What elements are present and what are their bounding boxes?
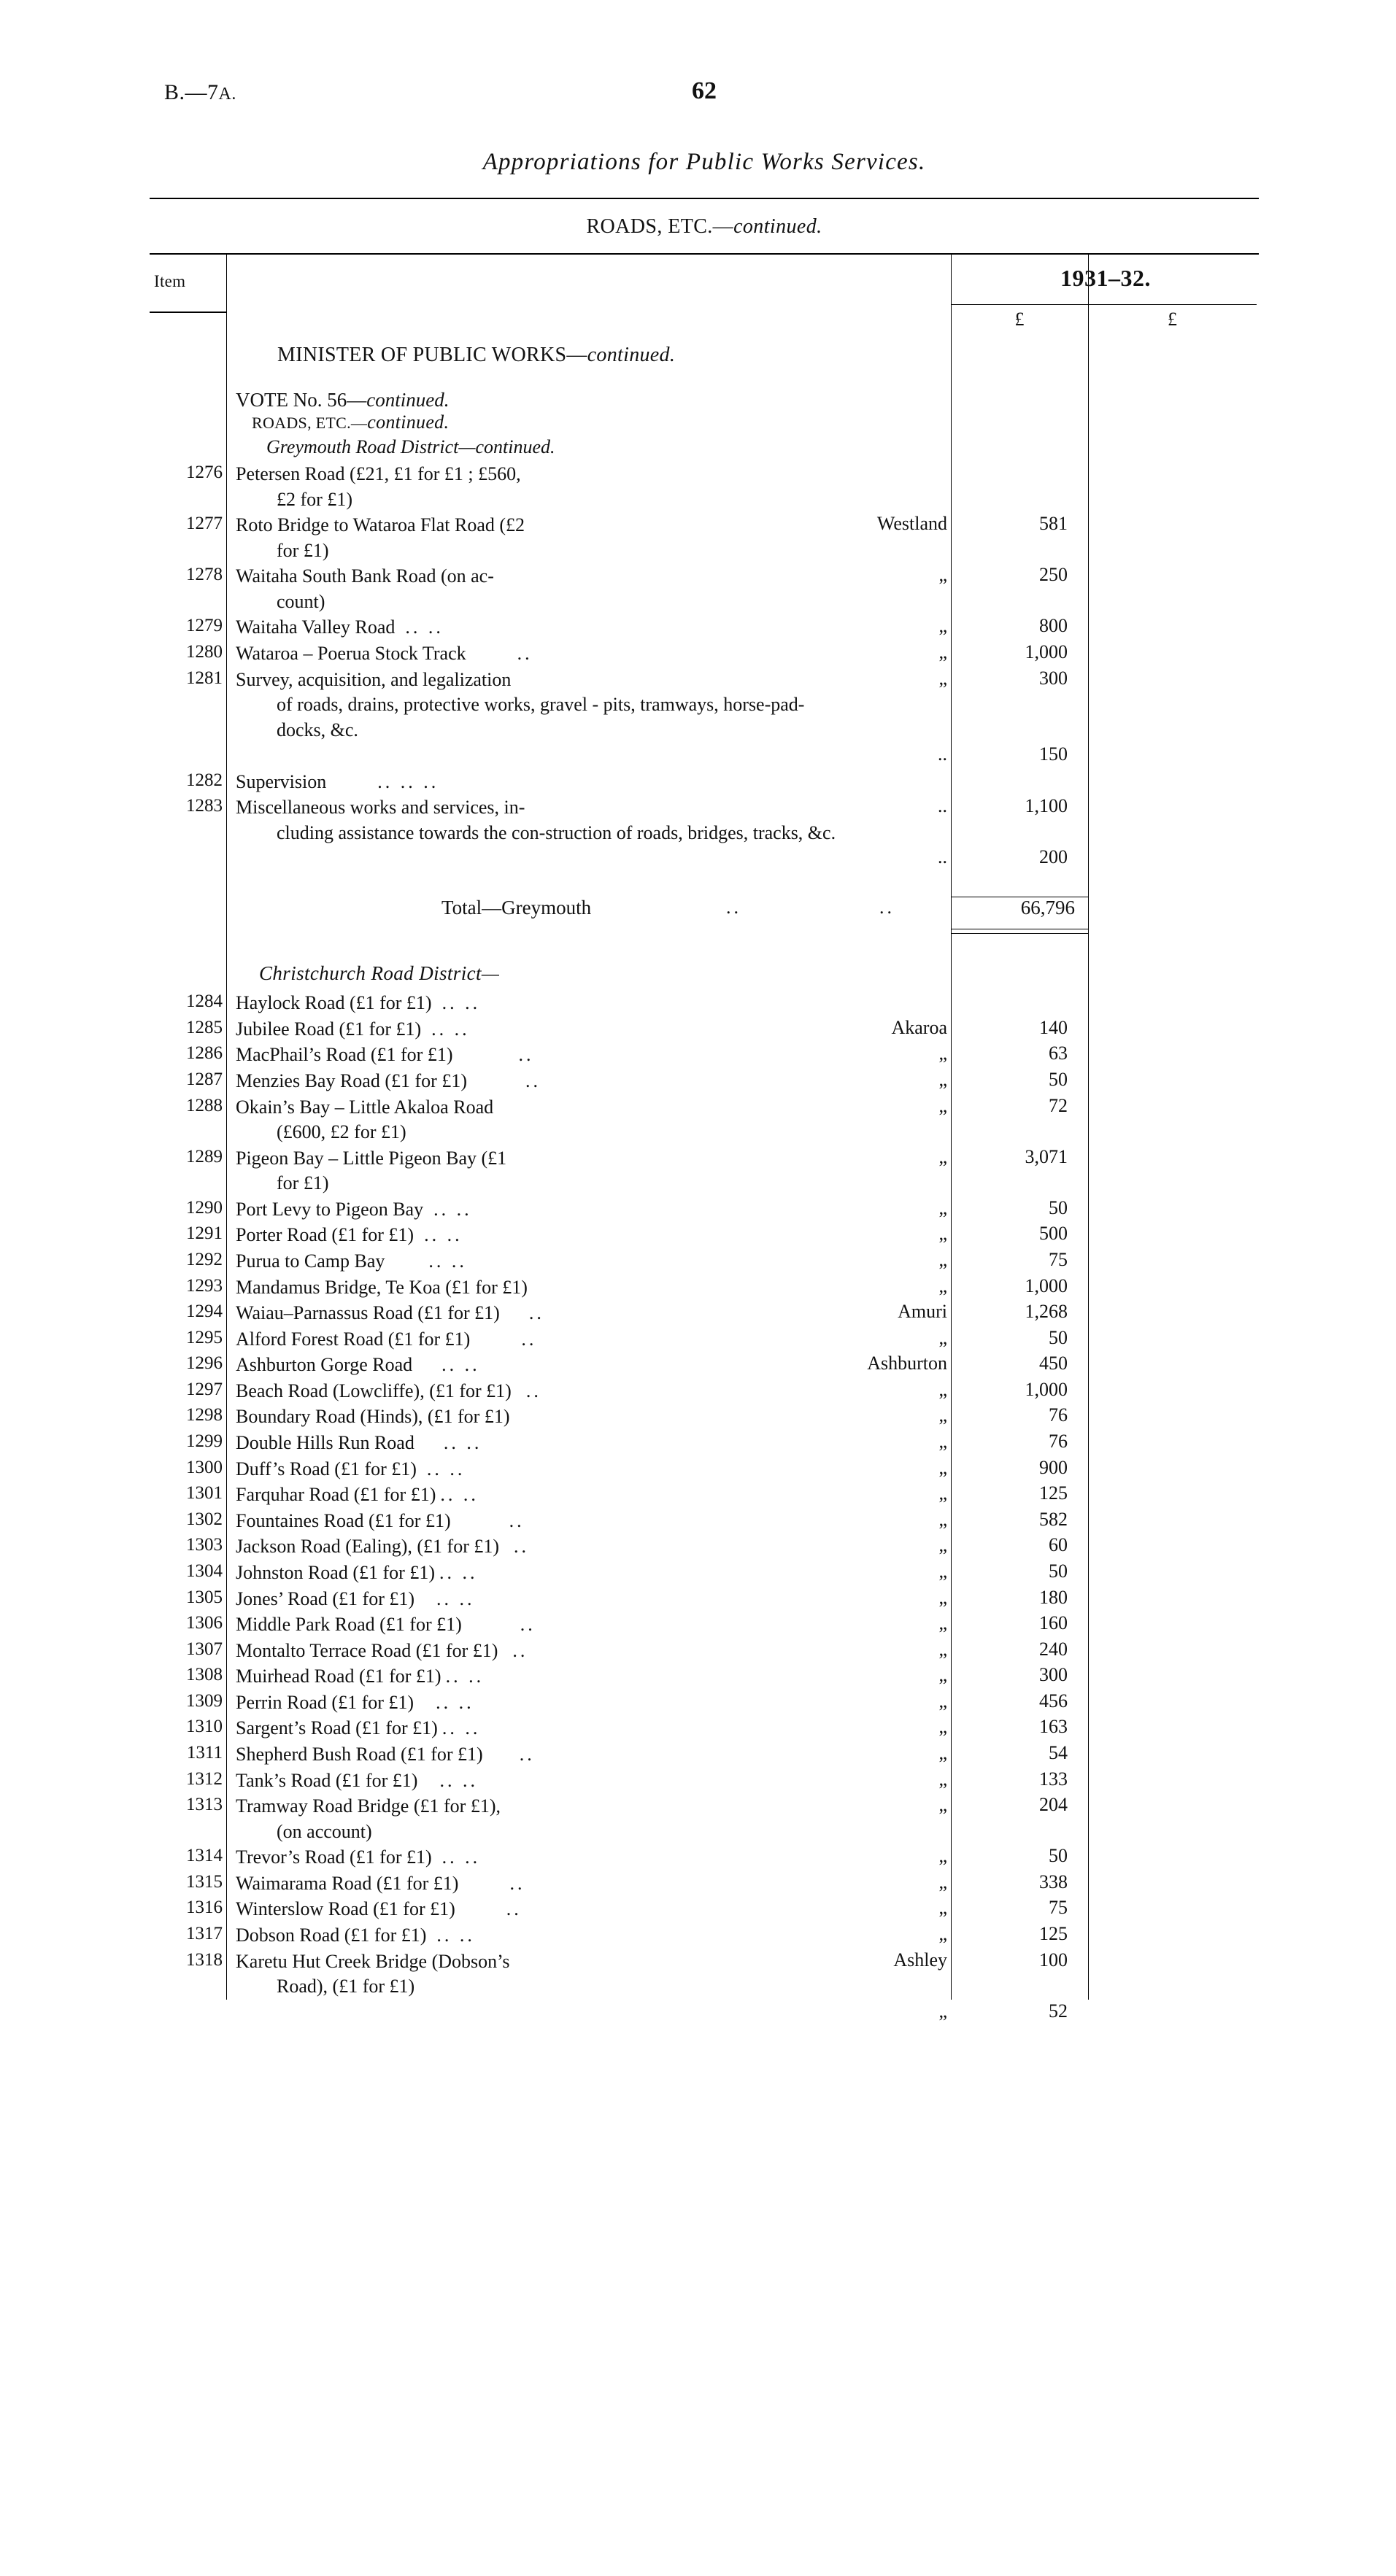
row-leader-dots: .. .. [441, 1354, 480, 1376]
row-item-number: 1300 [186, 1457, 223, 1477]
row-description-line2: £2 for £1) [277, 488, 352, 510]
row-district: „ [938, 1145, 947, 1167]
row-description-line1: MacPhail’s Road (£1 for £1) [236, 1044, 453, 1066]
row-amount: 72 [1049, 1094, 1068, 1116]
row-item-number: 1290 [186, 1197, 223, 1218]
row-item-number: 1294 [186, 1301, 223, 1322]
row-description-line1: Jackson Road (Ealing), (£1 for £1) [236, 1536, 500, 1558]
row-amount: 204 [1039, 1794, 1068, 1816]
row-leader-dots: .. .. [436, 1925, 475, 1946]
row-district: .. [938, 743, 947, 765]
row-description-line1: Jones’ Road (£1 for £1) [236, 1587, 415, 1609]
row-leader-dots: .. [509, 1509, 525, 1531]
row-description [236, 1741, 849, 1768]
row-description-line1: Supervision [236, 770, 327, 792]
row-item-number: 1285 [186, 1017, 223, 1037]
row-description [236, 1844, 849, 1871]
row-item-number: 1305 [186, 1587, 223, 1607]
row-leader-dots: .. .. [431, 1018, 470, 1040]
row-item-number: 1283 [186, 796, 223, 816]
row-district: „ [938, 615, 947, 637]
row-amount: 140 [1039, 1016, 1068, 1038]
row-item-number: 1281 [186, 668, 223, 688]
row-amount: 1,000 [1025, 1275, 1068, 1296]
row-district: „ [938, 1612, 947, 1634]
row-amount: 160 [1039, 1612, 1068, 1634]
row-amount: 250 [1039, 564, 1068, 586]
row-description [236, 1016, 849, 1043]
row-description-line1: Johnston Road (£1 for £1) [236, 1561, 435, 1583]
row-amount: 50 [1049, 1560, 1068, 1582]
heading-district-christchurch [150, 962, 1259, 990]
row-description-line1: Purua to Camp Bay [236, 1250, 385, 1272]
row-description-line2: of roads, drains, protective works, gravel - pits, tramways, horse-pad-docks, &c. [277, 694, 805, 740]
row-leader-dots: .. .. [436, 1587, 475, 1609]
row-district: „ [938, 1794, 947, 1816]
row-description-line2: Road), (£1 for £1) [277, 1976, 415, 1997]
row-district: „ [938, 1068, 947, 1090]
row-amount: 163 [1039, 1716, 1068, 1738]
appropriations-table [150, 255, 1259, 2022]
row-description-line2: for £1) [277, 539, 329, 561]
row-item-number: 1302 [186, 1509, 223, 1529]
row-district: „ [938, 1716, 947, 1738]
row-description-line1: Shepherd Bush Road (£1 for £1) [236, 1743, 483, 1765]
heading-minister [150, 341, 1259, 370]
row-description [236, 1068, 849, 1094]
row-leader-dots: .. [518, 1044, 534, 1066]
row-item-number: 1318 [186, 1949, 223, 1970]
row-leader-dots: .. [521, 1328, 537, 1350]
row-description [236, 1430, 849, 1456]
row-description-line1: Dobson Road (£1 for £1) [236, 1925, 427, 1946]
row-amount: 240 [1039, 1638, 1068, 1660]
heading-vote-continued: continued. [366, 389, 450, 411]
row-description-line1: Port Levy to Pigeon Bay [236, 1198, 424, 1220]
row-district: .. [938, 846, 947, 868]
row-description [236, 1690, 849, 1716]
page-title: Appropriations for Public Works Services. [482, 149, 926, 175]
row-description-line1: Ashburton Gorge Road [236, 1354, 413, 1376]
row-description [236, 1094, 849, 1145]
row-district: Akaroa [891, 1016, 947, 1038]
row-amount: 1,100 [1025, 795, 1068, 817]
row-district: „ [938, 1923, 947, 1945]
total-dots-1: .. [726, 897, 741, 918]
row-description [236, 1586, 849, 1612]
row-leader-dots: .. [519, 1743, 535, 1765]
row-district: „ [938, 641, 947, 663]
row-amount: 3,071 [1025, 1145, 1068, 1167]
row-district: „ [938, 1664, 947, 1686]
row-description-line2: (on account) [277, 1820, 372, 1842]
row-item-number: 1314 [186, 1846, 223, 1866]
row-amount: 75 [1049, 1248, 1068, 1270]
row-item-number: 1295 [186, 1327, 223, 1347]
row-district: Ashley [893, 1949, 947, 1970]
row-district: „ [938, 1768, 947, 1790]
page-number: 62 [692, 77, 717, 104]
row-district: „ [938, 1431, 947, 1453]
total-label: Total—Greymouth [441, 897, 592, 919]
row-description [236, 1275, 849, 1301]
row-item-number: 1310 [186, 1717, 223, 1737]
row-description-line1: Waiau–Parnassus Road (£1 for £1) [236, 1302, 500, 1324]
row-description-line1: Montalto Terrace Road (£1 for £1) [236, 1639, 498, 1661]
row-amount: 180 [1039, 1586, 1068, 1608]
heading-minister-continued: continued. [587, 344, 676, 366]
row-district: „ [938, 1094, 947, 1116]
row-leader-dots: .. .. [441, 1846, 481, 1868]
row-district: „ [938, 667, 947, 689]
row-description-line2: for £1) [277, 1172, 329, 1194]
row-district: „ [938, 1043, 947, 1064]
row-amount: 76 [1049, 1404, 1068, 1426]
row-district: „ [938, 1690, 947, 1711]
row-leader-dots: .. .. [424, 1224, 463, 1246]
row-district: „ [938, 1378, 947, 1400]
row-amount: 456 [1039, 1690, 1068, 1711]
row-district: „ [938, 1326, 947, 1348]
row-description-line1: Boundary Road (Hinds), (£1 for £1) [236, 1406, 510, 1428]
row-amount: 133 [1039, 1768, 1068, 1790]
row-leader-dots: .. [512, 1639, 528, 1661]
row-amount: 125 [1039, 1482, 1068, 1504]
row-description [236, 1638, 849, 1664]
total-row [150, 897, 1259, 930]
row-district: „ [938, 1196, 947, 1218]
row-description-line2: cluding assistance towards the con-struction of roads, bridges, tracks, &c. [277, 821, 836, 843]
row-amount: 50 [1049, 1845, 1068, 1867]
row-amount: 900 [1039, 1456, 1068, 1478]
row-amount: 500 [1039, 1223, 1068, 1245]
row-description-line1: Double Hills Run Road [236, 1432, 414, 1454]
row-description-line1: Haylock Road (£1 for £1) [236, 992, 432, 1014]
row-item-number: 1308 [186, 1665, 223, 1685]
row-district: „ [938, 1871, 947, 1892]
row-amount: 125 [1039, 1923, 1068, 1945]
row-leader-dots: .. .. [405, 616, 444, 638]
row-description-line1: Beach Road (Lowcliffe), (£1 for £1) [236, 1380, 512, 1401]
table-header [150, 255, 1259, 341]
table-row [150, 794, 1259, 897]
document-reference-number: B.—7 [164, 80, 219, 104]
row-description-line1: Perrin Road (£1 for £1) [236, 1691, 414, 1713]
row-leader-dots: .. [520, 1614, 536, 1636]
row-description [236, 563, 849, 614]
row-amount: 54 [1049, 1741, 1068, 1763]
row-item-number: 1278 [186, 565, 223, 585]
row-district: „ [938, 1482, 947, 1504]
row-amount: 50 [1049, 1196, 1068, 1218]
row-description-line1: Roto Bridge to Wataroa Flat Road (£2 [236, 514, 525, 536]
row-item-number: 1297 [186, 1379, 223, 1399]
document-reference-suffix: A. [218, 85, 236, 104]
row-district: „ [938, 1845, 947, 1867]
row-amount: 50 [1049, 1326, 1068, 1348]
row-item-number: 1304 [186, 1560, 223, 1581]
row-description [236, 1145, 849, 1196]
row-item-number: 1299 [186, 1431, 223, 1452]
row-description [236, 1715, 849, 1741]
row-description [236, 769, 849, 795]
row-district: „ [938, 1275, 947, 1296]
row-leader-dots: .. [525, 1380, 541, 1401]
row-district: Amuri [898, 1301, 947, 1323]
row-description-line1: Tank’s Road (£1 for £1) [236, 1769, 418, 1791]
row-amount: 60 [1049, 1534, 1068, 1556]
row-item-number: 1293 [186, 1275, 223, 1296]
row-amount: 200 [1039, 846, 1068, 868]
row-amount: 582 [1039, 1508, 1068, 1530]
row-description [236, 1378, 849, 1404]
row-item-number: 1277 [186, 514, 223, 534]
row-item-number: 1311 [186, 1742, 223, 1763]
row-description-line1: Winterslow Road (£1 for £1) [236, 1898, 455, 1920]
row-description-line1: Sargent’s Road (£1 for £1) [236, 1717, 438, 1739]
row-description [236, 1612, 849, 1638]
row-description-line1: Mandamus Bridge, Te Koa (£1 for £1) [236, 1276, 528, 1298]
heading-minister-text: MINISTER OF PUBLIC WORKS— [277, 344, 587, 366]
row-district: „ [938, 1223, 947, 1245]
row-item-number: 1276 [186, 463, 223, 482]
row-description-line1: Menzies Bay Road (£1 for £1) [236, 1070, 467, 1091]
row-item-number: 1288 [186, 1095, 223, 1115]
row-amount: 1,268 [1025, 1301, 1068, 1323]
row-amount: 50 [1049, 1068, 1068, 1090]
row-description-line1: Duff’s Road (£1 for £1) [236, 1458, 417, 1480]
row-item-number: 1280 [186, 642, 223, 662]
row-amount: 100 [1039, 1949, 1068, 1970]
heading-roads [150, 411, 1259, 436]
row-amount: 75 [1049, 1897, 1068, 1919]
row-amount: 338 [1039, 1871, 1068, 1892]
row-item-number: 1279 [186, 616, 223, 636]
row-item-number: 1317 [186, 1924, 223, 1944]
column-header-item-rule [150, 312, 226, 313]
row-leader-dots: .. .. [439, 1769, 478, 1791]
row-description-line1: Karetu Hut Creek Bridge (Dobson’s [236, 1950, 510, 1972]
row-description [236, 512, 849, 563]
row-item-number: 1291 [186, 1223, 223, 1244]
row-description [236, 1482, 849, 1508]
row-district: „ [938, 1741, 947, 1763]
row-leader-dots: .. .. [441, 1717, 481, 1739]
row-description [236, 1508, 849, 1534]
row-item-number: 1298 [186, 1405, 223, 1426]
column-header-pound-2: £ [1168, 309, 1177, 330]
row-description [236, 1871, 849, 1897]
row-description-line1: Waitaha South Bank Road (on ac- [236, 565, 494, 587]
heading-roads-text: ROADS, ETC.— [252, 414, 368, 432]
row-district: „ [938, 1404, 947, 1426]
header-divider [150, 198, 1259, 199]
row-description-line1: Muirhead Road (£1 for £1) [236, 1666, 441, 1687]
row-leader-dots: .. .. .. [377, 770, 439, 792]
row-district: .. [938, 795, 947, 817]
row-item-number: 1309 [186, 1690, 223, 1711]
row-district: „ [938, 1560, 947, 1582]
row-item-number: 1292 [186, 1249, 223, 1269]
row-district: „ [938, 1897, 947, 1919]
row-item-number: 1287 [186, 1069, 223, 1089]
row-leader-dots: .. .. [426, 1458, 466, 1480]
row-description [236, 1533, 849, 1560]
row-amount: 1,000 [1025, 1378, 1068, 1400]
row-description [236, 1352, 849, 1378]
row-leader-dots: .. .. [441, 992, 481, 1014]
row-description-line1: Middle Park Road (£1 for £1) [236, 1614, 462, 1636]
total-rule-bottom-2 [951, 933, 1088, 934]
page-header [150, 77, 1259, 121]
row-description-line1: Wataroa – Poerua Stock Track [236, 643, 466, 665]
row-description-line1: Miscellaneous works and services, in- [236, 797, 525, 819]
row-leader-dots: .. .. [439, 1561, 478, 1583]
heading-district-christchurch-text: Christchurch Road District— [259, 962, 500, 985]
row-description [236, 1222, 849, 1248]
row-item-number: 1313 [186, 1795, 223, 1815]
row-description [236, 1663, 849, 1690]
row-leader-dots: .. [514, 1536, 530, 1558]
row-leader-dots: .. .. [433, 1198, 472, 1220]
row-item-number: 1307 [186, 1639, 223, 1659]
total-dots-2: .. [879, 897, 895, 918]
section-heading-continued: continued. [733, 215, 822, 238]
row-description [236, 1042, 849, 1068]
row-amount: 52 [1049, 2000, 1068, 2022]
row-district: „ [938, 1586, 947, 1608]
row-description [236, 641, 849, 667]
row-district: „ [938, 1638, 947, 1660]
row-amount: 581 [1039, 513, 1068, 535]
row-description [236, 1949, 849, 2000]
row-description [236, 1793, 849, 1844]
row-description-line1: Tramway Road Bridge (£1 for £1), [236, 1795, 501, 1817]
heading-vote-text: VOTE No. 56— [236, 389, 367, 411]
table-body [150, 341, 1259, 2022]
row-description-line1: Alford Forest Road (£1 for £1) [236, 1328, 471, 1350]
row-description [236, 1456, 849, 1482]
row-item-number: 1312 [186, 1768, 223, 1789]
row-description [236, 990, 849, 1016]
row-description [236, 461, 849, 512]
row-district: „ [938, 1456, 947, 1478]
column-header-item: Item [154, 272, 186, 290]
row-district: „ [938, 1248, 947, 1270]
section-heading [150, 215, 1259, 239]
row-amount: 1,000 [1025, 641, 1068, 663]
row-district: „ [938, 2000, 947, 2022]
row-amount: 63 [1049, 1043, 1068, 1064]
row-description [236, 1248, 849, 1275]
row-description-line1: Waitaha Valley Road [236, 616, 396, 638]
document-sheet [150, 77, 1259, 2022]
row-item-number: 1286 [186, 1043, 223, 1064]
row-description [236, 1768, 849, 1794]
row-amount: 300 [1039, 1664, 1068, 1686]
row-item-number: 1303 [186, 1535, 223, 1555]
row-description-line1: Okain’s Bay – Little Akaloa Road [236, 1096, 494, 1118]
row-description [236, 1560, 849, 1586]
table-row [150, 1949, 1259, 2022]
row-amount: 76 [1049, 1431, 1068, 1453]
row-amount: 800 [1039, 615, 1068, 637]
row-item-number: 1296 [186, 1353, 223, 1374]
row-description-line1: Survey, acquisition, and legalization [236, 668, 512, 690]
row-description [236, 1896, 849, 1922]
row-description-line2: count) [277, 590, 325, 612]
total-amount: 66,796 [1020, 897, 1075, 919]
row-leader-dots: .. [525, 1070, 541, 1091]
row-description-line1: Trevor’s Road (£1 for £1) [236, 1846, 432, 1868]
row-amount: 150 [1039, 743, 1068, 765]
row-description [236, 794, 849, 846]
row-district: Ashburton [867, 1353, 947, 1374]
row-leader-dots: .. .. [443, 1432, 482, 1454]
row-district: „ [938, 1534, 947, 1556]
row-description-line2: (£600, £2 for £1) [277, 1121, 406, 1143]
table-row [150, 667, 1259, 769]
row-item-number: 1301 [186, 1483, 223, 1504]
row-leader-dots: .. [509, 1872, 525, 1894]
row-description [236, 614, 849, 641]
row-item-number: 1289 [186, 1146, 223, 1167]
row-description [236, 1326, 849, 1353]
row-description-line1: Jubilee Road (£1 for £1) [236, 1018, 422, 1040]
heading-district-greymouth [150, 436, 1259, 461]
row-leader-dots: .. [528, 1302, 544, 1324]
row-leader-dots: .. .. [428, 1250, 467, 1272]
row-leader-dots: .. .. [436, 1691, 474, 1713]
column-header-year-rule [951, 304, 1257, 305]
row-item-number: 1284 [186, 991, 223, 1012]
row-district: Westland [876, 513, 947, 535]
heading-district-greymouth-text: Greymouth Road District—continued. [266, 436, 555, 457]
row-description-line1: Farquhar Road (£1 for £1) [236, 1484, 436, 1506]
row-description-line1: Porter Road (£1 for £1) [236, 1224, 414, 1246]
row-description [236, 667, 849, 743]
row-description [236, 1300, 849, 1326]
row-description [236, 1196, 849, 1223]
row-leader-dots: .. [506, 1898, 522, 1920]
row-leader-dots: .. .. [440, 1484, 479, 1506]
row-description [236, 1922, 849, 1949]
row-item-number: 1306 [186, 1613, 223, 1633]
row-amount: 450 [1039, 1353, 1068, 1374]
heading-vote [150, 382, 1259, 411]
row-description-line1: Pigeon Bay – Little Pigeon Bay (£1 [236, 1147, 507, 1169]
heading-roads-continued: continued. [367, 411, 450, 433]
row-description [236, 1404, 849, 1430]
row-item-number: 1282 [186, 770, 223, 790]
row-description-line1: Petersen Road (£21, £1 for £1 ; £560, [236, 463, 521, 484]
row-district: „ [938, 564, 947, 586]
row-leader-dots: .. [517, 643, 533, 665]
row-item-number: 1316 [186, 1898, 223, 1918]
row-description-line1: Fountaines Road (£1 for £1) [236, 1509, 451, 1531]
row-district: „ [938, 1508, 947, 1530]
row-description-line1: Waimarama Road (£1 for £1) [236, 1872, 459, 1894]
section-heading-text: ROADS, ETC.— [586, 215, 734, 238]
row-amount: 300 [1039, 667, 1068, 689]
row-leader-dots: .. .. [445, 1666, 485, 1687]
column-header-pound-1: £ [1014, 309, 1025, 330]
column-header-year: 1931–32. [1060, 265, 1151, 291]
row-item-number: 1315 [186, 1871, 223, 1892]
